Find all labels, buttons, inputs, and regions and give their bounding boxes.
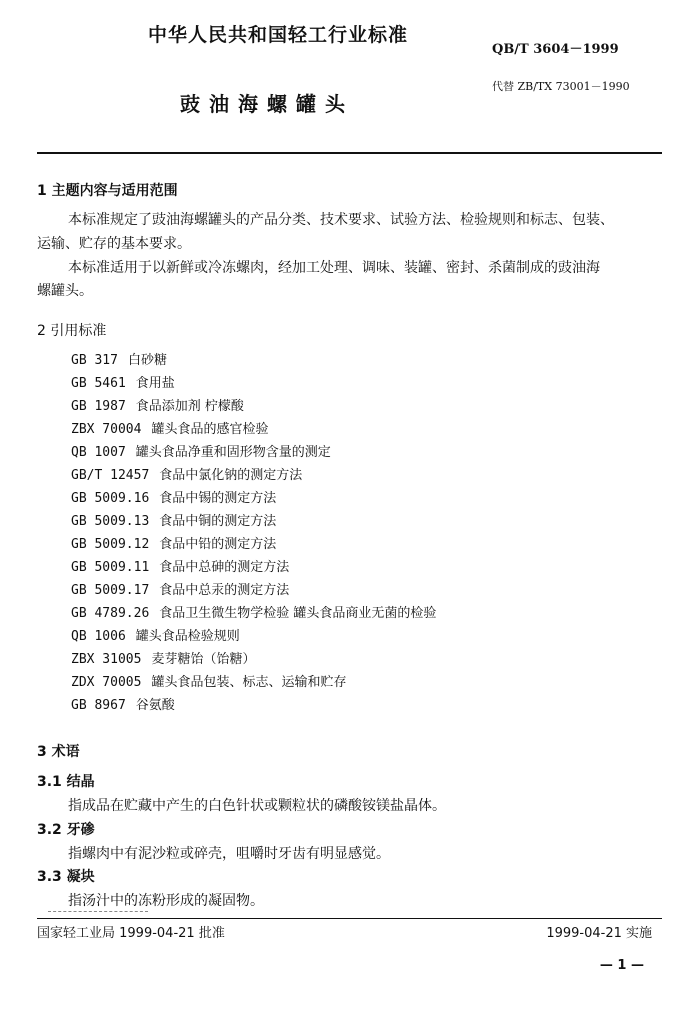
reference-item bbox=[71, 602, 436, 625]
reference-item bbox=[71, 671, 436, 694]
reference-title: 食品中铜的测定方法 bbox=[159, 514, 277, 529]
reference-code: QB 1006 bbox=[71, 629, 126, 644]
section1-heading: 1 主题内容与适用范围 bbox=[37, 183, 178, 199]
reference-title: 白砂糖 bbox=[127, 353, 167, 368]
reference-code: GB 5009.11 bbox=[71, 560, 150, 575]
reference-code: ZDX 70005 bbox=[71, 675, 142, 690]
section2-heading: 2 引用标准 bbox=[37, 323, 107, 339]
reference-title: 食品中总汞的测定方法 bbox=[159, 583, 290, 598]
reference-title: 食品卫生微生物学检验 罐头食品商业无菌的检验 bbox=[159, 606, 437, 621]
footnote-dashed-divider bbox=[48, 911, 148, 912]
reference-title: 食品中氯化钠的测定方法 bbox=[159, 468, 303, 483]
term2-heading: 3.2 牙碜 bbox=[37, 822, 95, 838]
term1-heading: 3.1 结晶 bbox=[37, 774, 95, 790]
reference-item bbox=[71, 556, 436, 579]
reference-item bbox=[71, 372, 436, 395]
reference-item bbox=[71, 464, 436, 487]
reference-code: ZBX 70004 bbox=[71, 422, 142, 437]
reference-code: GB 5009.16 bbox=[71, 491, 150, 506]
section1-para2-line2: 螺罐头。 bbox=[37, 283, 93, 299]
reference-title: 罐头食品净重和固形物含量的测定 bbox=[135, 445, 331, 460]
standard-code: QB/T 3604－1999 bbox=[492, 42, 619, 57]
reference-item bbox=[71, 349, 436, 372]
reference-title: 食品中铅的测定方法 bbox=[159, 537, 277, 552]
referenced-standards-list bbox=[71, 349, 436, 717]
document-title: 豉油海螺罐头 bbox=[180, 92, 354, 116]
reference-item bbox=[71, 533, 436, 556]
section1-para2-line1: 本标准适用于以新鲜或冷冻螺肉，经加工处理、调味、装罐、密封、杀菌制成的豉油海 bbox=[68, 260, 600, 276]
term2-definition: 指螺肉中有泥沙粒或碎壳，咀嚼时牙齿有明显感觉。 bbox=[68, 846, 390, 862]
term1-definition: 指成品在贮藏中产生的白色针状或颗粒状的磷酸铵镁盐晶体。 bbox=[68, 798, 446, 814]
standard-category-title: 中华人民共和国轻工行业标准 bbox=[148, 24, 409, 46]
reference-title: 麦芽糖饴（饴糖） bbox=[151, 652, 256, 667]
reference-code: GB 5009.12 bbox=[71, 537, 150, 552]
footer-divider bbox=[37, 918, 662, 919]
reference-item bbox=[71, 487, 436, 510]
implementation-date: 1999-04-21 实施 bbox=[546, 926, 652, 941]
reference-code: GB 5461 bbox=[71, 376, 126, 391]
section3-heading: 3 术语 bbox=[37, 744, 80, 760]
reference-title: 食品中总砷的测定方法 bbox=[159, 560, 290, 575]
reference-code: GB 4789.26 bbox=[71, 606, 150, 621]
reference-code: ZBX 31005 bbox=[71, 652, 142, 667]
section1-para1-line2: 运输、贮存的基本要求。 bbox=[37, 236, 191, 252]
reference-title: 罐头食品检验规则 bbox=[135, 629, 240, 644]
page-number: — 1 — bbox=[599, 958, 644, 973]
reference-item bbox=[71, 648, 436, 671]
reference-code: GB 5009.13 bbox=[71, 514, 150, 529]
reference-item bbox=[71, 441, 436, 464]
reference-code: GB 1987 bbox=[71, 399, 126, 414]
replaces-standard: 代替 ZB/TX 73001－1990 bbox=[492, 80, 630, 93]
reference-title: 罐头食品包装、标志、运输和贮存 bbox=[151, 675, 347, 690]
reference-code: GB 8967 bbox=[71, 698, 126, 713]
reference-code: GB/T 12457 bbox=[71, 468, 150, 483]
reference-title: 谷氨酸 bbox=[135, 698, 175, 713]
section1-para1-line1: 本标准规定了豉油海螺罐头的产品分类、技术要求、试验方法、检验规则和标志、包装、 bbox=[68, 212, 614, 228]
reference-item bbox=[71, 510, 436, 533]
term3-heading: 3.3 凝块 bbox=[37, 869, 95, 885]
reference-code: GB 317 bbox=[71, 353, 118, 368]
reference-title: 食品中锡的测定方法 bbox=[159, 491, 277, 506]
approval-date: 国家轻工业局 1999-04-21 批准 bbox=[37, 926, 225, 941]
header-divider bbox=[37, 152, 662, 154]
reference-title: 罐头食品的感官检验 bbox=[151, 422, 269, 437]
reference-code: QB 1007 bbox=[71, 445, 126, 460]
reference-item bbox=[71, 395, 436, 418]
reference-item bbox=[71, 694, 436, 717]
reference-title: 食用盐 bbox=[135, 376, 175, 391]
reference-code: GB 5009.17 bbox=[71, 583, 150, 598]
reference-item bbox=[71, 625, 436, 648]
reference-item bbox=[71, 418, 436, 441]
reference-title: 食品添加剂 柠檬酸 bbox=[135, 399, 244, 414]
term3-definition: 指汤汁中的冻粉形成的凝固物。 bbox=[68, 893, 264, 909]
reference-item bbox=[71, 579, 436, 602]
